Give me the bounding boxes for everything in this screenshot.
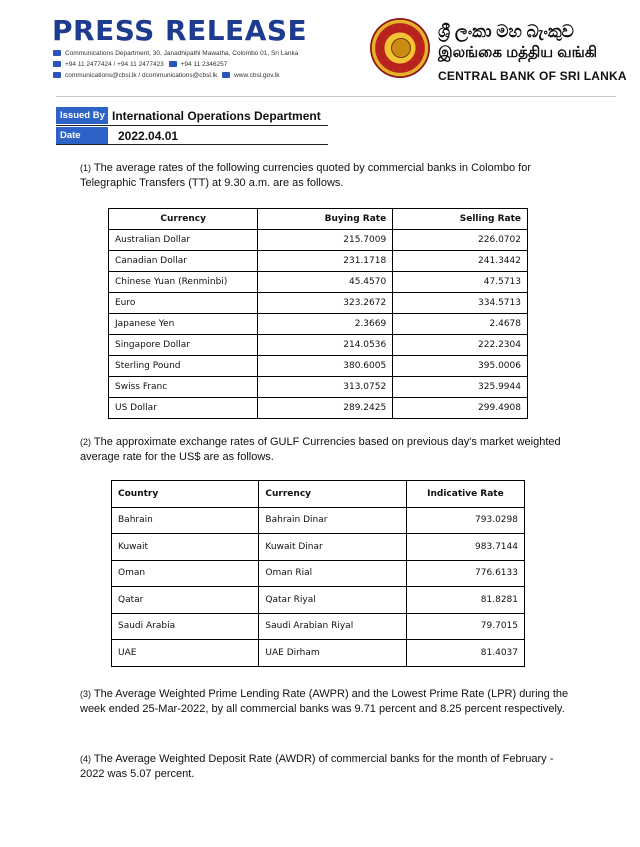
website-link[interactable]: www.cbsl.gov.lk bbox=[234, 72, 280, 79]
paragraph-3-number: (3) bbox=[80, 689, 91, 699]
tt-header-selling: Selling Rate bbox=[393, 209, 528, 230]
date-label: Date bbox=[56, 127, 108, 144]
paragraph-4-text: The Average Weighted Deposit Rate (AWDR) of commercial banks for the month of February - 2022 was 5.07 percent. bbox=[80, 753, 554, 780]
currency-cell: Oman Rial bbox=[259, 560, 406, 587]
phone-icon bbox=[53, 61, 61, 67]
buying-rate-cell: 214.0536 bbox=[258, 335, 393, 356]
paragraph-2 bbox=[80, 435, 580, 465]
paragraph-3 bbox=[80, 687, 580, 717]
country-cell: Kuwait bbox=[112, 534, 259, 561]
buying-rate-cell: 289.2425 bbox=[258, 398, 393, 419]
paragraph-3-text: The Average Weighted Prime Lending Rate (AWPR) and the Lowest Prime Rate (LPR) during the week ended 25-Mar-2022, by all commercial banks was 9.71 percent and 8.25 percent respectively. bbox=[80, 688, 569, 715]
selling-rate-cell: 222.2304 bbox=[393, 335, 528, 356]
phone-text: +94 11 2477424 / +94 11 2477423 bbox=[65, 61, 164, 68]
currency-cell: Kuwait Dinar bbox=[259, 534, 406, 561]
gulf-header-row bbox=[112, 481, 525, 508]
globe-icon bbox=[222, 72, 230, 78]
currency-cell: Swiss Franc bbox=[109, 377, 258, 398]
selling-rate-cell: 299.4908 bbox=[393, 398, 528, 419]
indicative-rate-cell: 983.7144 bbox=[406, 534, 524, 561]
buying-rate-cell: 2.3669 bbox=[258, 314, 393, 335]
indicative-rate-cell: 793.0298 bbox=[406, 507, 524, 534]
table-row bbox=[109, 335, 528, 356]
indicative-rate-cell: 81.4037 bbox=[406, 640, 524, 667]
date-value: 2022.04.01 bbox=[118, 129, 179, 143]
currency-cell: Qatar Riyal bbox=[259, 587, 406, 614]
fax-icon bbox=[169, 61, 177, 67]
address-text: Communications Department, 30, Janadhipathi Mawatha, Colombo 01, Sri Lanka bbox=[65, 50, 299, 57]
tt-header-currency: Currency bbox=[109, 209, 258, 230]
envelope-icon bbox=[53, 50, 61, 56]
address-line bbox=[53, 50, 298, 57]
issued-by-label: Issued By bbox=[56, 107, 108, 124]
currency-cell: Chinese Yuan (Renminbi) bbox=[109, 272, 258, 293]
bank-name-tamil: இலங்கை மத்திய வங்கி bbox=[438, 44, 598, 61]
selling-rate-cell: 325.9944 bbox=[393, 377, 528, 398]
selling-rate-cell: 226.0702 bbox=[393, 230, 528, 251]
email-line bbox=[53, 72, 280, 79]
paragraph-1-text: The average rates of the following currencies quoted by commercial banks in Colombo for Telegraphic Transfers (TT) at 9.30 a.m. are as follows. bbox=[80, 162, 532, 189]
table-row bbox=[112, 534, 525, 561]
at-icon bbox=[53, 72, 61, 78]
currency-cell: US Dollar bbox=[109, 398, 258, 419]
table-row bbox=[109, 272, 528, 293]
buying-rate-cell: 45.4570 bbox=[258, 272, 393, 293]
table-row bbox=[109, 398, 528, 419]
selling-rate-cell: 395.0006 bbox=[393, 356, 528, 377]
currency-cell: Japanese Yen bbox=[109, 314, 258, 335]
paragraph-1 bbox=[80, 161, 580, 191]
table-row bbox=[112, 507, 525, 534]
press-release-title: PRESS RELEASE bbox=[52, 14, 308, 47]
buying-rate-cell: 323.2672 bbox=[258, 293, 393, 314]
email-text: communications@cbsl.lk / dcommunications@cbsl.lk bbox=[65, 72, 218, 79]
country-cell: Bahrain bbox=[112, 507, 259, 534]
buying-rate-cell: 215.7009 bbox=[258, 230, 393, 251]
currency-cell: Bahrain Dinar bbox=[259, 507, 406, 534]
table-row bbox=[109, 377, 528, 398]
central-bank-seal-logo bbox=[370, 18, 430, 78]
issued-by-value: International Operations Department bbox=[112, 109, 321, 123]
seal-lion-emblem bbox=[391, 38, 411, 58]
table-row bbox=[109, 230, 528, 251]
phone-line bbox=[53, 61, 227, 68]
currency-cell: Canadian Dollar bbox=[109, 251, 258, 272]
paragraph-1-number: (1) bbox=[80, 163, 91, 173]
currency-cell: Singapore Dollar bbox=[109, 335, 258, 356]
selling-rate-cell: 241.3442 bbox=[393, 251, 528, 272]
currency-cell: Euro bbox=[109, 293, 258, 314]
tt-header-buying: Buying Rate bbox=[258, 209, 393, 230]
table-row bbox=[112, 587, 525, 614]
country-cell: Oman bbox=[112, 560, 259, 587]
selling-rate-cell: 47.5713 bbox=[393, 272, 528, 293]
header-divider bbox=[56, 96, 616, 97]
country-cell: Saudi Arabia bbox=[112, 613, 259, 640]
table-row bbox=[109, 293, 528, 314]
date-underline bbox=[56, 144, 328, 145]
indicative-rate-cell: 79.7015 bbox=[406, 613, 524, 640]
gulf-rates-table bbox=[111, 480, 525, 667]
paragraph-4 bbox=[80, 752, 580, 782]
issued-by-underline bbox=[56, 125, 328, 126]
selling-rate-cell: 334.5713 bbox=[393, 293, 528, 314]
indicative-rate-cell: 81.8281 bbox=[406, 587, 524, 614]
fax-text: +94 11 2346257 bbox=[180, 61, 228, 68]
buying-rate-cell: 380.6005 bbox=[258, 356, 393, 377]
country-cell: UAE bbox=[112, 640, 259, 667]
gulf-header-rate: Indicative Rate bbox=[406, 481, 524, 508]
paragraph-2-number: (2) bbox=[80, 437, 91, 447]
currency-cell: Saudi Arabian Riyal bbox=[259, 613, 406, 640]
tt-rates-table bbox=[108, 208, 528, 419]
buying-rate-cell: 313.0752 bbox=[258, 377, 393, 398]
press-release-header bbox=[0, 0, 640, 98]
tt-header-row bbox=[109, 209, 528, 230]
table-row bbox=[109, 356, 528, 377]
bank-name-sinhala: ශ්‍රී ලංකා මහ බැංකුව bbox=[438, 22, 574, 41]
paragraph-4-number: (4) bbox=[80, 754, 91, 764]
currency-cell: Australian Dollar bbox=[109, 230, 258, 251]
gulf-header-currency: Currency bbox=[259, 481, 406, 508]
table-row bbox=[109, 314, 528, 335]
table-row bbox=[112, 640, 525, 667]
table-row bbox=[112, 560, 525, 587]
gulf-header-country: Country bbox=[112, 481, 259, 508]
currency-cell: Sterling Pound bbox=[109, 356, 258, 377]
paragraph-2-text: The approximate exchange rates of GULF Currencies based on previous day's market weighted average rate for the US$ are as follows. bbox=[80, 436, 561, 463]
table-row bbox=[112, 613, 525, 640]
currency-cell: UAE Dirham bbox=[259, 640, 406, 667]
buying-rate-cell: 231.1718 bbox=[258, 251, 393, 272]
indicative-rate-cell: 776.6133 bbox=[406, 560, 524, 587]
table-row bbox=[109, 251, 528, 272]
country-cell: Qatar bbox=[112, 587, 259, 614]
bank-name-english: CENTRAL BANK OF SRI LANKA bbox=[438, 69, 627, 83]
selling-rate-cell: 2.4678 bbox=[393, 314, 528, 335]
